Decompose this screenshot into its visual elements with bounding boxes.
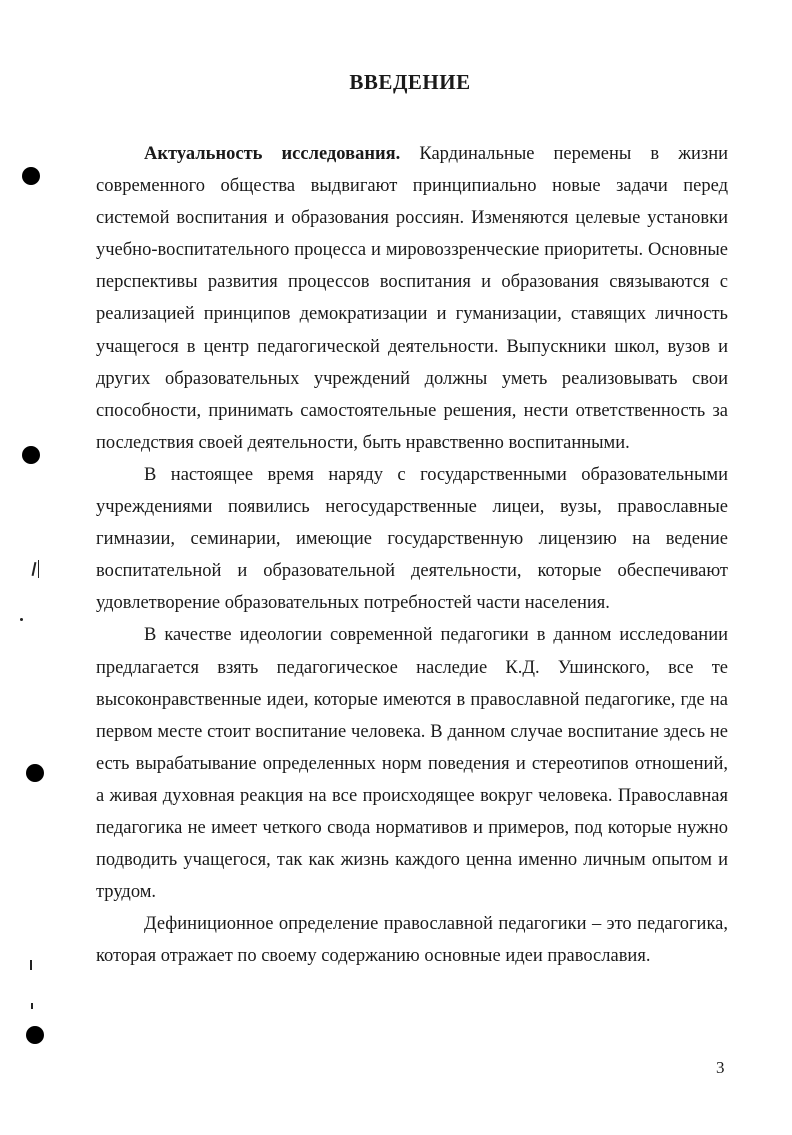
binder-hole-mark bbox=[22, 167, 40, 185]
paragraph-definition: Дефиниционное определение православной педагогики – это педагогика, которая отражает по своему содержанию основные идеи православия. bbox=[96, 914, 728, 967]
paragraph-lead: Актуальность исследования. bbox=[144, 144, 401, 164]
body-text bbox=[96, 138, 728, 972]
scan-speck bbox=[31, 1003, 33, 1009]
paragraph-institutions: В настоящее время наряду с государственными образовательными учреждениями появились негосударственные лицеи, вузы, православные гимназии, семинарии, имеющие государственную лицензию на ведение воспитательной и образовательной деятельности, которые обеспечивают удовлетворение образовательных потребностей части населения. bbox=[96, 464, 728, 614]
binder-hole-mark bbox=[22, 446, 40, 464]
scan-speck bbox=[20, 618, 23, 621]
binder-hole-mark bbox=[26, 764, 44, 782]
paragraph-ideology: В качестве идеологии современной педагогики в данном исследовании предлагается взять педагогическое наследие К.Д. Ушинского, все те высоконравственные идеи, которые имеются в православной педагогике, где на первом месте стоит воспитание человека. В данном случае воспитание здесь не есть вырабатывание определенных норм поведения и стереотипов отношений, а живая духовная реакция на все происходящее вокруг человека. Православная педагогика не имеет четкого свода нормативов и примеров, под которые нужно подводить учащегося, так как жизнь каждого ценна именно личным опытом и трудом. bbox=[96, 625, 728, 903]
paragraph-text: Кардинальные перемены в жизни современного общества выдвигают принципиально новые задачи перед системой воспитания и образования россиян. Изменяются целевые установки учебно-воспитательного процесса и мировоззренческие приоритеты. Основные перспективы развития процессов воспитания и образования связываются с реализацией принципов демократизации и гуманизации, ставящих личность учащегося в центр педагогической деятельности. Выпускники школ, вузов и других образовательных учреждений должны уметь реализовывать свои способности, принимать самостоятельные решения, нести ответственность за последствия своей деятельности, быть нравственно воспитанными. bbox=[96, 144, 729, 453]
binder-hole-mark bbox=[26, 1026, 44, 1044]
scan-speck bbox=[32, 562, 37, 576]
page-number: 3 bbox=[716, 1058, 725, 1077]
scan-speck bbox=[30, 960, 32, 970]
paragraph-relevance bbox=[96, 138, 728, 459]
scan-speck bbox=[38, 560, 39, 578]
page-title: ВВЕДЕНИЕ bbox=[349, 70, 471, 94]
